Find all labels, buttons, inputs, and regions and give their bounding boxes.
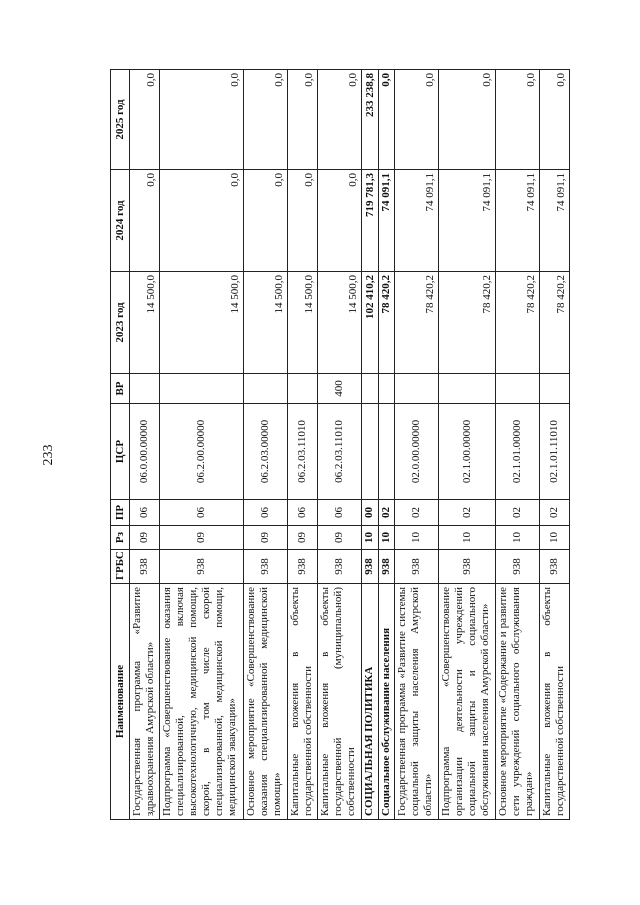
cell-pr: 06 [244,500,288,526]
cell-grbs: 938 [496,550,540,584]
cell-y2024: 0,0 [244,170,288,272]
cell-rz: 10 [438,526,495,550]
table-row [318,70,362,820]
cell-y2024: 719 781,3 [361,170,378,272]
cell-name: Государственная программа «Развитие здравоохранения Амурской области» [130,584,160,820]
cell-y2025: 0,0 [318,70,362,170]
cell-csr [361,404,378,500]
table-row [130,70,160,820]
cell-rz: 09 [130,526,160,550]
col-header-vr: ВР [111,374,130,404]
cell-csr: 06.2.03.11010 [318,404,362,500]
cell-vr [288,374,318,404]
cell-y2025: 0,0 [539,70,569,170]
cell-y2023: 14 500,0 [318,272,362,374]
cell-grbs: 938 [160,550,244,584]
cell-y2025: 0,0 [378,70,395,170]
cell-y2023: 78 420,2 [395,272,439,374]
cell-pr: 02 [438,500,495,526]
table-row [378,70,395,820]
cell-grbs: 938 [539,550,569,584]
cell-rz: 10 [378,526,395,550]
cell-csr: 06.2.03.11010 [288,404,318,500]
cell-y2023: 102 410,2 [361,272,378,374]
cell-grbs: 938 [361,550,378,584]
table-row [496,70,540,820]
col-header-2023: 2023 год [111,272,130,374]
cell-y2024: 0,0 [318,170,362,272]
cell-pr: 02 [395,500,439,526]
cell-pr: 02 [378,500,395,526]
cell-y2024: 74 091,1 [378,170,395,272]
table-row [395,70,439,820]
table-row [160,70,244,820]
cell-y2025: 0,0 [244,70,288,170]
cell-rz: 10 [395,526,439,550]
cell-csr: 06.2.03.00000 [244,404,288,500]
cell-pr: 02 [496,500,540,526]
cell-rz: 09 [288,526,318,550]
cell-csr: 02.1.01.11010 [539,404,569,500]
cell-y2023: 14 500,0 [244,272,288,374]
cell-y2024: 0,0 [160,170,244,272]
col-header-name: Наименование [111,584,130,820]
cell-grbs: 938 [244,550,288,584]
table-row [361,70,378,820]
rotated-table-area [110,70,570,820]
cell-rz: 10 [496,526,540,550]
cell-rz: 09 [160,526,244,550]
cell-grbs: 938 [438,550,495,584]
budget-table [110,69,570,820]
cell-grbs: 938 [318,550,362,584]
cell-grbs: 938 [130,550,160,584]
cell-rz: 09 [318,526,362,550]
cell-csr: 02.1.01.00000 [496,404,540,500]
cell-pr: 06 [130,500,160,526]
cell-pr: 02 [539,500,569,526]
cell-csr: 02.1.00.00000 [438,404,495,500]
cell-y2025: 233 238,8 [361,70,378,170]
cell-vr [378,374,395,404]
cell-name: Капитальные вложения в объекты государственной собственности [539,584,569,820]
col-header-pr: ПР [111,500,130,526]
cell-grbs: 938 [288,550,318,584]
table-row [438,70,495,820]
cell-rz: 10 [539,526,569,550]
cell-pr: 06 [318,500,362,526]
cell-y2024: 0,0 [288,170,318,272]
table-row [539,70,569,820]
cell-grbs: 938 [395,550,439,584]
page-number: 233 [41,444,56,466]
cell-grbs: 938 [378,550,395,584]
cell-vr [539,374,569,404]
cell-csr: 06.0.00.00000 [130,404,160,500]
cell-y2025: 0,0 [496,70,540,170]
cell-name: Основное мероприятие «Совершенствование оказания специализированной медицинской помощи» [244,584,288,820]
cell-y2024: 74 091,1 [539,170,569,272]
col-header-csr: ЦСР [111,404,130,500]
cell-rz: 10 [361,526,378,550]
cell-name: Капитальные вложения в объекты государственной (муниципальной) собственности [318,584,362,820]
cell-name: Социальное обслуживание населения [378,584,395,820]
cell-name: Подпрограмма «Совершенствование организации деятельности учреждений социальной защиты и социального обслуживания населения Амурской области» [438,584,495,820]
cell-vr [438,374,495,404]
col-header-grbs: ГРБС [111,550,130,584]
cell-y2023: 78 420,2 [496,272,540,374]
cell-vr: 400 [318,374,362,404]
col-header-2024: 2024 год [111,170,130,272]
cell-y2023: 14 500,0 [160,272,244,374]
cell-y2024: 74 091,1 [496,170,540,272]
cell-csr [378,404,395,500]
table-header-row [111,70,130,820]
cell-vr [395,374,439,404]
cell-y2023: 78 420,2 [378,272,395,374]
cell-csr: 06.2.00.00000 [160,404,244,500]
cell-csr: 02.0.00.00000 [395,404,439,500]
table-row [288,70,318,820]
cell-y2025: 0,0 [438,70,495,170]
cell-name: СОЦИАЛЬНАЯ ПОЛИТИКА [361,584,378,820]
cell-y2024: 74 091,1 [395,170,439,272]
cell-name: Государственная программа «Развитие системы социальной защиты населения Амурской области» [395,584,439,820]
cell-name: Подпрограмма «Совершенствование оказания специализированной, включая высокотехнологичную, медицинской помощи, скорой, в том числе скорой специализированной, медицинской помощи, медицинской эвакуации» [160,584,244,820]
cell-vr [496,374,540,404]
cell-y2023: 78 420,2 [438,272,495,374]
cell-pr: 06 [288,500,318,526]
col-header-2025: 2025 год [111,70,130,170]
cell-vr [361,374,378,404]
cell-rz: 09 [244,526,288,550]
cell-y2025: 0,0 [395,70,439,170]
cell-vr [244,374,288,404]
cell-y2025: 0,0 [160,70,244,170]
cell-pr: 06 [160,500,244,526]
cell-name: Основное мероприятие «Содержание и развитие сети учреждений социального обслуживания граждан» [496,584,540,820]
cell-y2023: 14 500,0 [130,272,160,374]
cell-name: Капитальные вложения в объекты государственной собственности [288,584,318,820]
cell-vr [160,374,244,404]
cell-y2023: 78 420,2 [539,272,569,374]
cell-pr: 00 [361,500,378,526]
cell-y2025: 0,0 [130,70,160,170]
budget-table-container [110,70,570,820]
table-row [244,70,288,820]
cell-y2025: 0,0 [288,70,318,170]
cell-y2024: 74 091,1 [438,170,495,272]
cell-y2024: 0,0 [130,170,160,272]
cell-y2023: 14 500,0 [288,272,318,374]
col-header-rz: Рз [111,526,130,550]
cell-vr [130,374,160,404]
